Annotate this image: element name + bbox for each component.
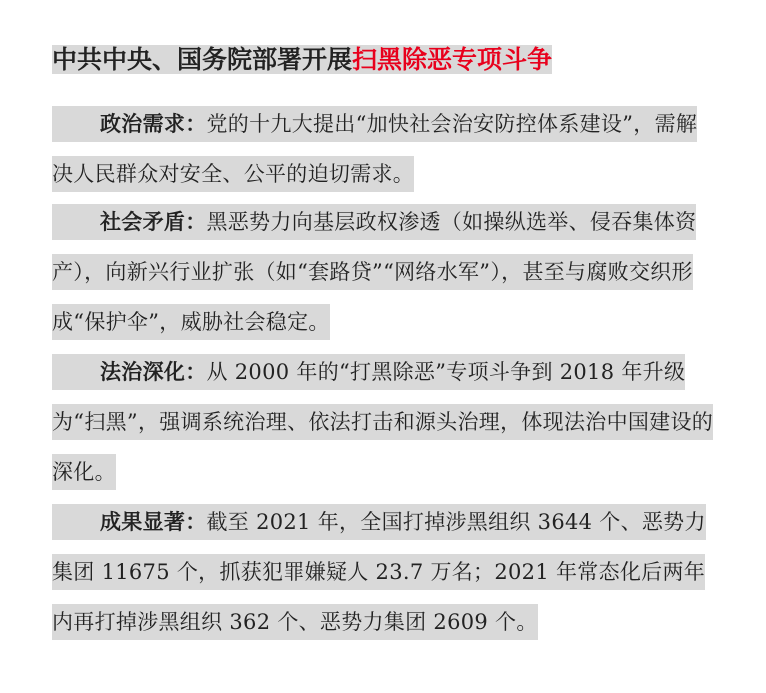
paragraph-achievements [52,497,718,647]
document-title [52,40,552,80]
paragraph-body: 党的十九大提出“加快社会治安防控体系建设”，需解决人民群众对安全、公平的迫切需求。 [52,112,698,186]
paragraph-political-demand [52,99,718,199]
paragraph-rule-of-law [52,347,718,497]
title-highlight: 扫黑除恶专项斗争 [352,45,553,74]
paragraph-heading: 政治需求： [100,111,207,136]
paragraph-body: 黑恶势力向基层政权渗透（如操纵选举、侵吞集体资产），向新兴行业扩张（如“套路贷”“网络水军”），甚至与腐败交织形成“保护伞”，威胁社会稳定。 [52,210,697,334]
paragraph-body: 截至 2021 年，全国打掉涉黑组织 3644 个、恶势力集团 11675 个，抓获犯罪嫌疑人 23.7 万名；2021 年常态化后两年内再打掉涉黑组织 362 个、恶势力集团 2609 个。 [52,510,706,634]
paragraph-social-conflict [52,197,718,347]
paragraph-heading: 法治深化： [100,359,207,384]
title-main: 中共中央、国务院部署开展 [52,45,353,74]
paragraph-heading: 社会矛盾： [100,209,207,234]
paragraph-body: 从 2000 年的“打黑除恶”专项斗争到 2018 年升级为“扫黑”，强调系统治理、依法打击和源头治理，体现法治中国建设的深化。 [52,360,714,484]
paragraph-heading: 成果显著： [100,509,207,534]
